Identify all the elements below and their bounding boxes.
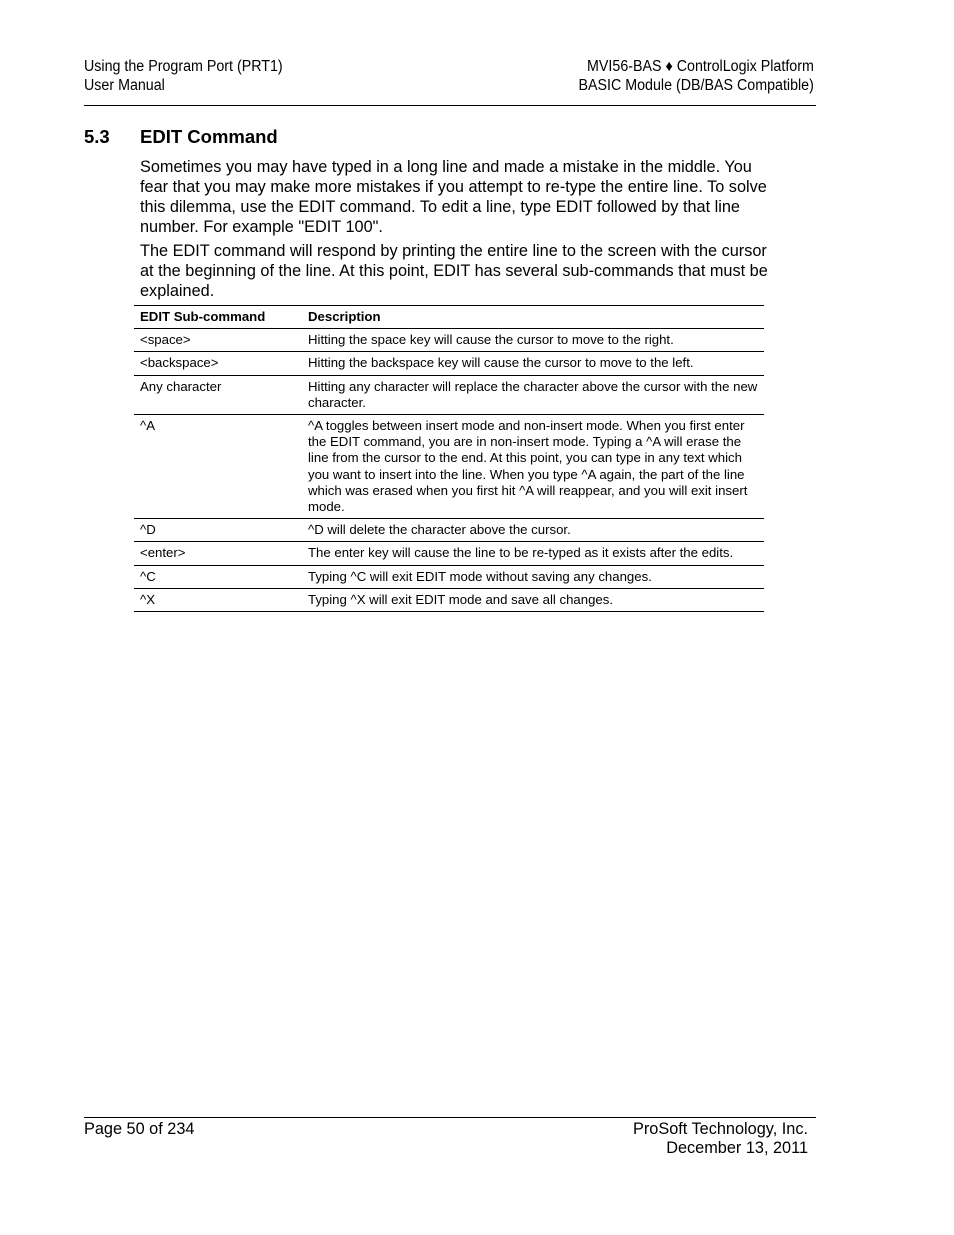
edit-subcommand-table	[134, 305, 764, 612]
table-row	[134, 375, 764, 414]
table-row	[134, 588, 764, 611]
section-title: EDIT Command	[140, 126, 278, 147]
table-row	[134, 565, 764, 588]
document-type: User Manual	[84, 77, 165, 94]
section-heading	[84, 126, 278, 148]
subcommand-cell: <backspace>	[134, 352, 302, 375]
body-paragraph: Sometimes you may have typed in a long line and made a mistake in the middle. You fear that you may make more mistakes if you attempt to re-type the entire line. To solve this dilemma, use the EDIT command. To edit a line, type EDIT followed by that line number. For example "EDIT 100".	[140, 158, 767, 236]
subcommand-cell: ^A	[134, 415, 302, 519]
table-row	[134, 519, 764, 542]
description-cell: Hitting any character will replace the character above the cursor with the new character.	[302, 375, 764, 414]
chapter-title: Using the Program Port (PRT1)	[84, 58, 283, 75]
description-cell: Hitting the space key will cause the cursor to move to the right.	[302, 329, 764, 352]
subcommand-cell: <space>	[134, 329, 302, 352]
description-cell: ^D will delete the character above the cursor.	[302, 519, 764, 542]
section-number: 5.3	[84, 126, 110, 147]
subcommand-cell: Any character	[134, 375, 302, 414]
description-cell: Typing ^X will exit EDIT mode and save all changes.	[302, 588, 764, 611]
company-name: ProSoft Technology, Inc.	[633, 1120, 808, 1138]
column-header: EDIT Sub-command	[134, 306, 302, 329]
column-header: Description	[302, 306, 764, 329]
publication-date: December 13, 2011	[666, 1139, 808, 1157]
subcommand-cell: <enter>	[134, 542, 302, 565]
product-subtitle: BASIC Module (DB/BAS Compatible)	[578, 77, 814, 94]
subcommand-cell: ^D	[134, 519, 302, 542]
table-row	[134, 329, 764, 352]
description-cell: Typing ^C will exit EDIT mode without saving any changes.	[302, 565, 764, 588]
page-number: Page 50 of 234	[84, 1120, 195, 1138]
description-cell: Hitting the backspace key will cause the cursor to move to the left.	[302, 352, 764, 375]
description-cell: ^A toggles between insert mode and non-insert mode. When you first enter the EDIT command, you are in non-insert mode. Typing a ^A will erase the line from the cursor to the end. At this point, you can type in any text which you want to insert into the line. When you type ^A again, the part of the line which was erased when you first hit ^A will reappear, and you will exit insert mode.	[302, 415, 764, 519]
table-row	[134, 542, 764, 565]
subcommand-cell: ^C	[134, 565, 302, 588]
table-header-row	[134, 306, 764, 329]
footer-right	[633, 1120, 808, 1158]
footer-divider	[84, 1117, 816, 1118]
body-paragraph: The EDIT command will respond by printing the entire line to the screen with the cursor at the beginning of the line. At this point, EDIT has several sub-commands that must be explained.	[140, 242, 768, 300]
header-divider	[84, 105, 816, 106]
description-cell: The enter key will cause the line to be re-typed as it exists after the edits.	[302, 542, 764, 565]
table-row	[134, 415, 764, 519]
product-name: MVI56-BAS ♦ ControlLogix Platform	[587, 58, 814, 75]
running-header-left	[84, 57, 283, 95]
table-row	[134, 352, 764, 375]
subcommand-cell: ^X	[134, 588, 302, 611]
running-header-right	[579, 57, 814, 95]
